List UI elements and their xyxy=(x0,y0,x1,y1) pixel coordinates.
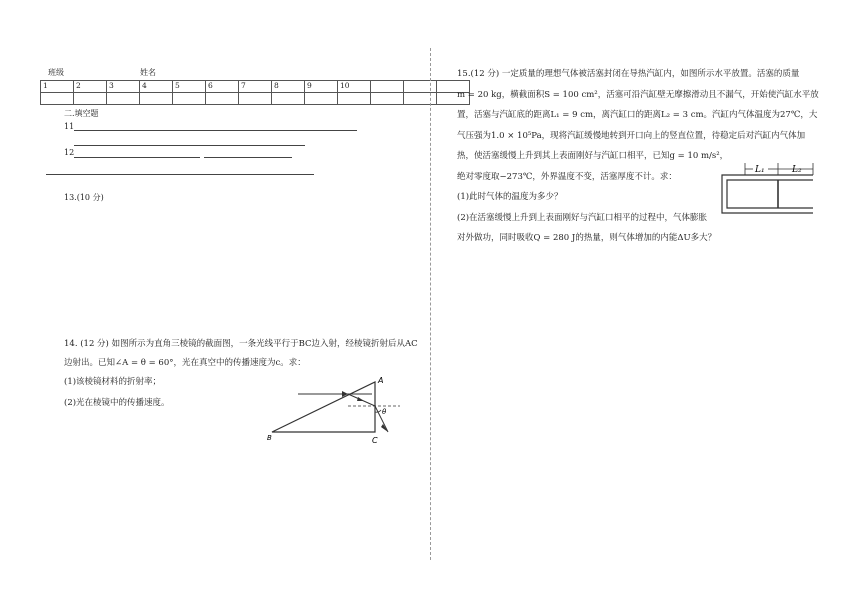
q12-answer-line-2[interactable] xyxy=(204,157,292,158)
answer-cell[interactable] xyxy=(239,93,272,105)
label-c: C xyxy=(372,436,378,445)
q15-sub-2a: (2)在活塞缓慢上升到上表面刚好与汽缸口相平的过程中，气体膨胀 xyxy=(457,212,708,223)
name-label: 姓名 xyxy=(140,68,156,77)
score-table xyxy=(40,80,470,105)
cylinder-inner-wall xyxy=(727,180,813,208)
label-b: B xyxy=(267,434,272,442)
q13-label: 13.(10 分) xyxy=(64,193,104,202)
score-cell: 7 xyxy=(239,81,272,93)
q12-label: 12 xyxy=(64,148,75,157)
q15-line-6: 绝对零度取−273℃，外界温度不变，活塞厚度不计。求： xyxy=(457,171,677,182)
label-l1: L₁ xyxy=(755,165,765,175)
score-cell: 9 xyxy=(305,81,338,93)
q11-answer-line-1[interactable] xyxy=(74,130,357,131)
q15-line-1: 15.(12 分) 一定质量的理想气体被活塞封闭在导热汽缸内，如图所示水平放置。活塞的质量 xyxy=(457,69,800,79)
answer-cell[interactable] xyxy=(41,93,74,105)
answer-cell[interactable] xyxy=(74,93,107,105)
score-cell: 10 xyxy=(338,81,371,93)
prism-figure xyxy=(260,372,410,448)
q15-line-2: m = 20 kg，横截面积S = 100 cm²，活塞可沿汽缸壁无摩擦滑动且不漏气，开始使汽缸水平放 xyxy=(457,89,819,100)
cylinder-figure xyxy=(720,158,816,216)
refracted-arrow-head xyxy=(357,397,364,401)
q15-text xyxy=(457,64,822,249)
label-a: A xyxy=(378,376,384,385)
label-theta: θ xyxy=(382,408,387,416)
score-cell: 3 xyxy=(107,81,140,93)
q15-line-3: 置，活塞与汽缸底的距离L₁ = 9 cm，离汽缸口的距离L₂ = 3 cm。汽缸内气体温度为27℃，大 xyxy=(457,110,818,120)
score-table-row-2 xyxy=(41,93,470,105)
q14-sub-2: (2)光在棱镜中的传播速度。 xyxy=(64,398,170,408)
score-cell: 4 xyxy=(140,81,173,93)
score-cell: 1 xyxy=(41,81,74,93)
class-label: 班级 xyxy=(48,68,64,77)
q14-sub-1: (1)该棱镜材料的折射率； xyxy=(64,377,162,387)
score-cell: 2 xyxy=(74,81,107,93)
fill-section-title: 二.填空题 xyxy=(64,109,99,118)
score-cell xyxy=(404,81,437,93)
answer-cell[interactable] xyxy=(272,93,305,105)
prism-triangle xyxy=(272,382,375,432)
score-cell xyxy=(371,81,404,93)
score-cell: 5 xyxy=(173,81,206,93)
score-table-row-1 xyxy=(41,81,470,93)
answer-cell[interactable] xyxy=(371,93,404,105)
answer-cell[interactable] xyxy=(305,93,338,105)
cylinder-outer-wall xyxy=(722,175,813,213)
answer-cell[interactable] xyxy=(107,93,140,105)
q14-line-2: 边射出。已知∠A = θ = 60°，光在真空中的传播速度为c。求： xyxy=(64,358,306,368)
q11-label: 11 xyxy=(64,122,75,131)
column-divider xyxy=(430,48,431,560)
answer-cell[interactable] xyxy=(338,93,371,105)
q11-answer-line-2[interactable] xyxy=(74,145,305,146)
q15-sub-2b: 对外做功，同时吸收Q = 280 J的热量，则气体增加的内能ΔU多大？ xyxy=(457,233,717,243)
q15-sub-1: (1)此时气体的温度为多少？ xyxy=(457,192,563,202)
q15-line-5: 热，使活塞缓慢上升到其上表面刚好与汽缸口相平，已知g = 10 m/s²， xyxy=(457,151,729,161)
score-cell: 8 xyxy=(272,81,305,93)
answer-cell[interactable] xyxy=(140,93,173,105)
answer-cell[interactable] xyxy=(404,93,437,105)
label-l2: L₂ xyxy=(792,165,802,175)
q12-answer-line-3[interactable] xyxy=(46,174,314,175)
q15-line-4: 气压强为1.0 × 10⁵Pa，现将汽缸缓慢地转到开口向上的竖直位置，待稳定后对汽缸内气体加 xyxy=(457,130,806,141)
answer-cell[interactable] xyxy=(206,93,239,105)
q12-answer-line-1[interactable] xyxy=(74,157,200,158)
score-cell: 6 xyxy=(206,81,239,93)
q14-line-1: 14. (12 分) 如图所示为直角三棱镜的截面图，一条光线平行于BC边入射，经棱镜折射后从AC xyxy=(64,339,418,349)
answer-cell[interactable] xyxy=(173,93,206,105)
